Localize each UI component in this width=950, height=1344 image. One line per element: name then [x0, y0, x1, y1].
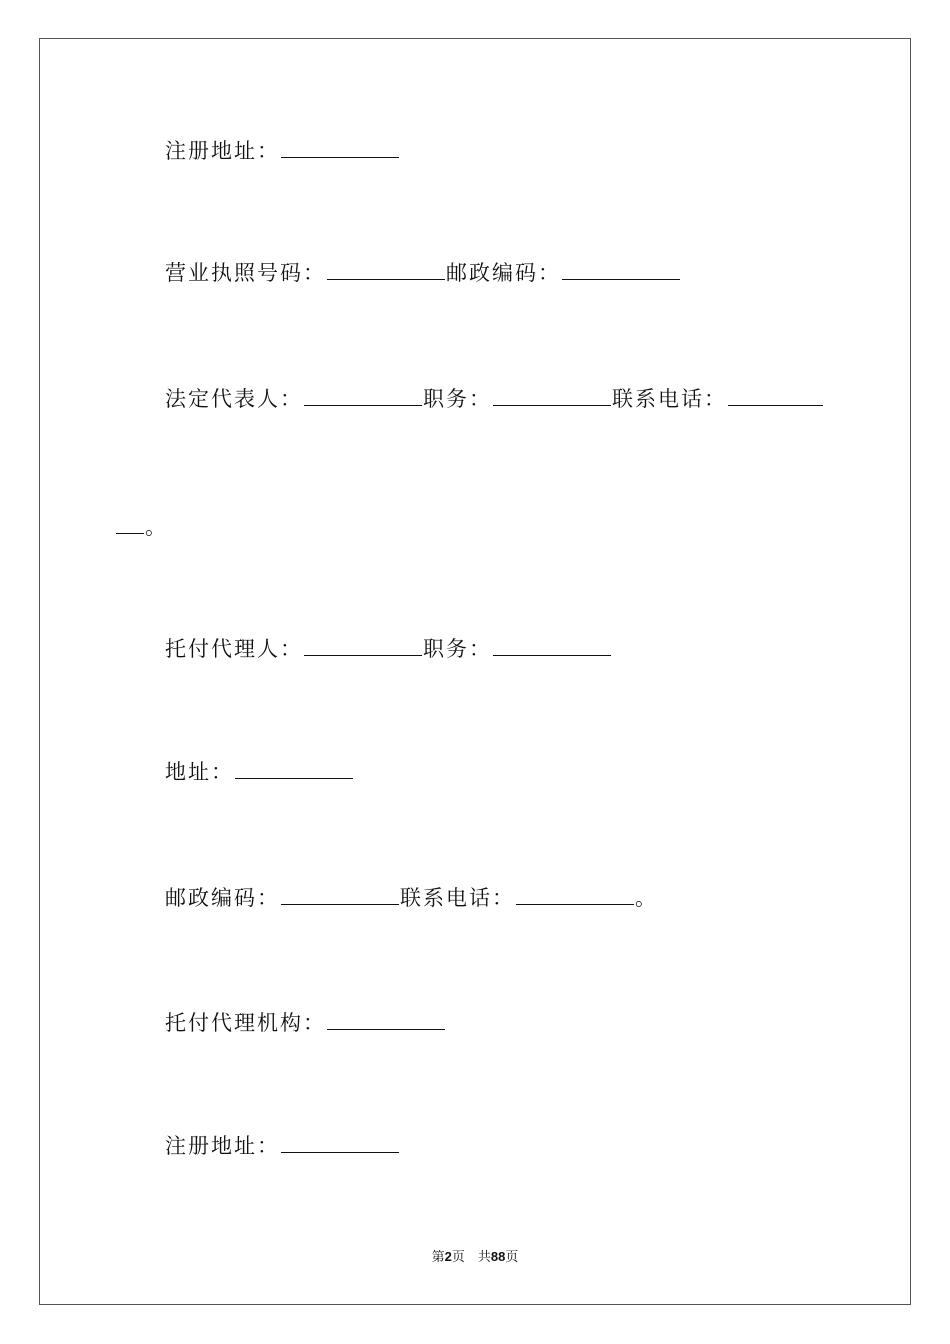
- footer-suffix: 页: [505, 1250, 519, 1265]
- business-license-label: 营业执照号码：: [165, 261, 326, 285]
- registered-address-blank: [281, 137, 399, 158]
- agent-postcode-blank: [281, 884, 399, 905]
- agency-address-blank: [281, 1132, 399, 1153]
- legal-rep-blank: [304, 385, 422, 406]
- agent-position-blank: [493, 635, 611, 656]
- agent-phone-blank: [516, 884, 634, 905]
- agency-line: [165, 1008, 446, 1038]
- legal-rep-label: 法定代表人：: [165, 387, 303, 411]
- agency-label: 托付代理机构：: [165, 1011, 326, 1035]
- page-frame: [39, 38, 911, 1305]
- agent-label: 托付代理人：: [165, 637, 303, 661]
- license-postcode-line: [165, 258, 681, 288]
- period: 。: [145, 515, 168, 539]
- page-footer: [0, 1246, 950, 1265]
- address-label: 地址：: [165, 760, 234, 784]
- agent-line: [165, 634, 612, 664]
- position-blank: [493, 385, 611, 406]
- agent-blank: [304, 635, 422, 656]
- phone-blank-continued: [116, 513, 144, 534]
- agent-position-label: 职务：: [423, 637, 492, 661]
- agency-address-label: 注册地址：: [165, 1134, 280, 1158]
- footer-mid: 页 共: [451, 1250, 491, 1265]
- legal-rep-line: [165, 384, 824, 414]
- address-blank: [235, 758, 353, 779]
- postcode-phone-line: [165, 883, 658, 913]
- agency-address-line: [165, 1131, 400, 1161]
- address-line: [165, 757, 354, 787]
- registered-address-line: [165, 136, 400, 166]
- current-page-number: 2: [444, 1249, 452, 1264]
- footer-prefix: 第: [431, 1250, 445, 1265]
- postcode-label: 邮政编码：: [446, 261, 561, 285]
- period: 。: [635, 886, 658, 910]
- agent-postcode-label: 邮政编码：: [165, 886, 280, 910]
- business-license-blank: [327, 259, 445, 280]
- total-page-number: 88: [490, 1249, 506, 1264]
- position-label: 职务：: [423, 387, 492, 411]
- legal-rep-line-continued: [115, 512, 168, 542]
- agency-blank: [327, 1009, 445, 1030]
- registered-address-label: 注册地址：: [165, 139, 280, 163]
- postcode-blank: [562, 259, 680, 280]
- agent-phone-label: 联系电话：: [400, 886, 515, 910]
- phone-blank: [728, 385, 823, 406]
- phone-label: 联系电话：: [612, 387, 727, 411]
